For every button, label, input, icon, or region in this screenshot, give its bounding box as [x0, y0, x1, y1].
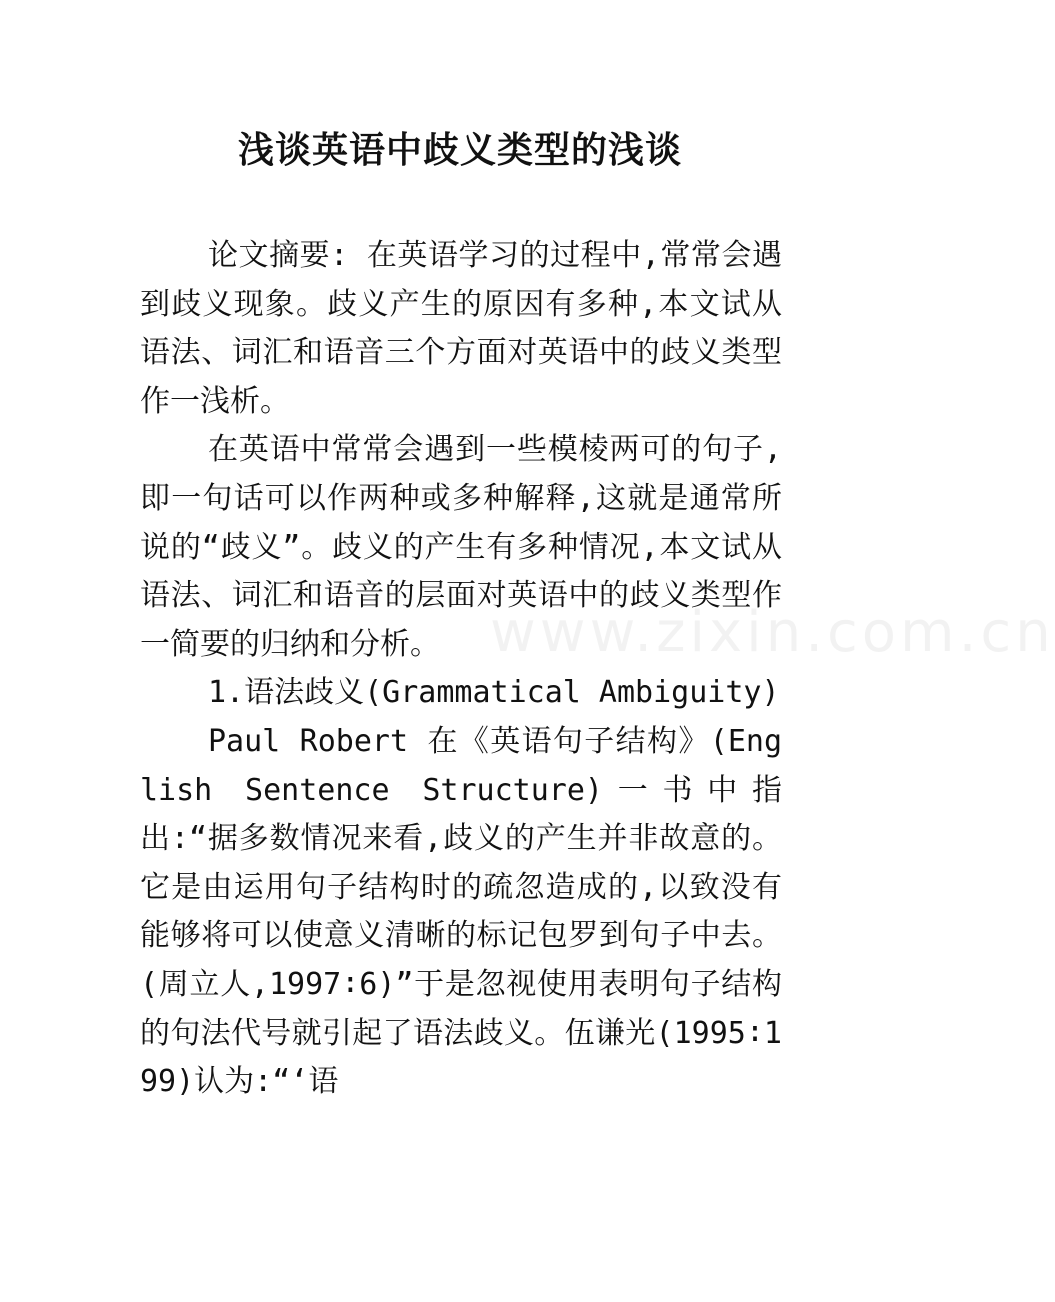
watermark: www.zixin.com.cn — [490, 600, 1055, 665]
body-paragraph: Paul Robert 在《英语句子结构》(English Sentence Structure)一书中指出:“据多数情况来看,歧义的产生并非故意的。它是由运用句子结构时的疏忽造成的,以致没有能够将可以使意义清晰的标记包罗到句子中去。(周立人,1997∶6)”于是忽视使用表明句子结构的句法代号就引起了语法歧义。伍谦光(1995∶199)认为:“‘语 — [140, 723, 782, 1100]
intro-paragraph: 在英语中常常会遇到一些模棱两可的句子,即一句话可以作两种或多种解释,这就是通常所说的“歧义”。歧义的产生有多种情况,本文试从语法、词汇和语音的层面对英语中的歧义类型作一简要的归纳和分析。 — [140, 432, 782, 662]
section-heading: 1.语法歧义(Grammatical Ambiguity) — [208, 675, 780, 711]
abstract-paragraph: 论文摘要: 在英语学习的过程中,常常会遇到歧义现象。歧义产生的原因有多种,本文试从语法、词汇和语音三个方面对英语中的歧义类型作一浅析。 — [140, 238, 782, 419]
document-body — [140, 232, 782, 1107]
document-title: 浅谈英语中歧义类型的浅谈 — [237, 129, 682, 171]
